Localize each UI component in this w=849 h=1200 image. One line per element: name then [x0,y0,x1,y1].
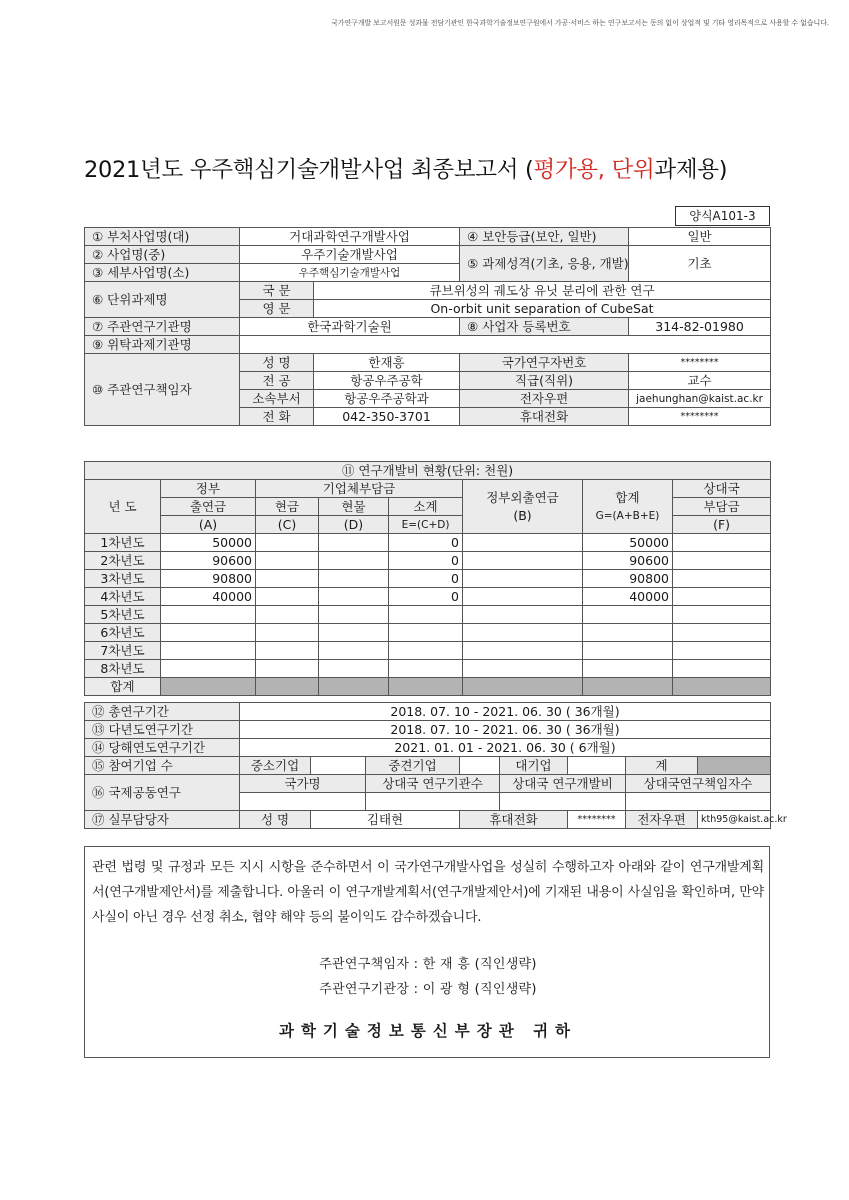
budget-other-cell [463,624,583,642]
english-title-label: 영 문 [240,300,314,318]
budget-other-cell [463,642,583,660]
declaration-box [84,846,770,1058]
intl-country-label: 국가명 [240,775,366,793]
budget-cash-cell [256,570,319,588]
multi-period-label: ⑬ 다년도연구기간 [85,721,240,739]
budget-total-cell [583,660,673,678]
current-period-label: ⑭ 당해연도연구기간 [85,739,240,757]
budget-row [85,624,771,642]
pi-dept-label: 소속부서 [240,390,314,408]
budget-sum-cell [256,678,319,696]
budget-cash-cell [256,624,319,642]
subprogram-value: 우주핵심기술개발사업 [240,264,460,282]
total-period-label: ⑫ 총연구기간 [85,703,240,721]
intl-partner-pi-label: 상대국연구책임자수 [626,775,771,793]
budget-row [85,534,771,552]
budget-partner-cell [673,624,771,642]
small-company-label: 중소기업 [240,757,311,775]
budget-total-cell: 90800 [583,570,673,588]
intl-partner-orgs-label: 상대국 연구기관수 [366,775,500,793]
budget-col-year: 년 도 [85,480,161,534]
budget-cash-cell [256,660,319,678]
budget-year-cell: 8차년도 [85,660,161,678]
budget-year-cell: 5차년도 [85,606,161,624]
staff-mobile-value: ******** [568,811,626,829]
budget-col-partner-1: 상대국 [673,480,771,498]
english-title-value: On-orbit unit separation of CubeSat [314,300,771,318]
budget-subtotal-cell: 0 [389,570,463,588]
budget-col-total [583,480,673,534]
budget-subtotal-cell [389,606,463,624]
subprogram-label: ③ 세부사업명(소) [85,264,240,282]
budget-inkind-cell [319,552,389,570]
budget-col-subtotal-1: 소계 [389,498,463,516]
budget-col-other-2: (B) [513,507,532,523]
budget-sum-cell [673,678,771,696]
budget-col-other [463,480,583,534]
budget-col-company: 기업체부담금 [256,480,463,498]
pi-phone-value: 042-350-3701 [314,408,460,426]
pi-name-value: 한재흥 [314,354,460,372]
budget-subtotal-cell: 0 [389,534,463,552]
staff-label: ⑰ 실무담당자 [85,811,240,829]
budget-total-cell: 90600 [583,552,673,570]
budget-total-cell: 50000 [583,534,673,552]
budget-year-cell: 6차년도 [85,624,161,642]
budget-inkind-cell [319,534,389,552]
pi-signature: 주관연구책임자 : 한 재 흥 (직인생략) [319,957,537,972]
budget-partner-cell [673,588,771,606]
nature-value: 기초 [629,246,771,282]
budget-partner-cell [673,606,771,624]
budget-subtotal-cell: 0 [389,588,463,606]
budget-sum-cell [463,678,583,696]
budget-other-cell [463,606,583,624]
budget-gov-cell: 90600 [161,552,256,570]
mid-company-value [460,757,500,775]
budget-inkind-cell [319,642,389,660]
large-company-label: 대기업 [500,757,568,775]
budget-col-total-1: 합계 [615,489,640,505]
declaration-text: 관련 법령 및 규정과 모든 지시 시항을 준수하면서 이 국가연구개발사업을 성실히 수행하고자 아래와 같이 연구개발계획서(연구개발제안서)를 제출합니다. 아울러 이 연구개발계획서(연구개발제안서)에 기재된 내용이 사실임을 확인하며, 만약 사실이 아닌 경우 선정 취소, 협약 해약 등의 불이익도 감수하겠습니다. [92,860,764,925]
budget-gov-cell [161,660,256,678]
current-period-value: 2021. 01. 01 - 2021. 06. 30 ( 6개월) [240,739,771,757]
budget-year-cell: 2차년도 [85,552,161,570]
ministry-label: ① 부처사업명(대) [85,228,240,246]
companies-label: ⑮ 참여기업 수 [85,757,240,775]
pi-email-value: jaehunghan@kaist.ac.kr [629,390,771,408]
budget-inkind-cell [319,624,389,642]
budget-other-cell [463,534,583,552]
budget-total-cell [583,624,673,642]
budget-col-total-2: G=(A+B+E) [595,509,660,522]
budget-subtotal-cell [389,660,463,678]
budget-cash-cell [256,642,319,660]
budget-gov-cell [161,606,256,624]
budget-total-cell [583,642,673,660]
budget-gov-cell [161,624,256,642]
intl-partner-orgs-value [366,793,500,811]
bizno-label: ⑧ 사업자 등록번호 [460,318,629,336]
budget-subtotal-cell [389,642,463,660]
budget-row [85,588,771,606]
program-value: 우주기술개발사업 [240,246,460,264]
budget-row [85,642,771,660]
budget-table [84,461,771,696]
pi-label: ⑩ 주관연구책임자 [85,354,240,426]
budget-col-partner-3: (F) [673,516,771,534]
budget-col-partner-2: 부담금 [673,498,771,516]
budget-col-other-1: 정부외출연금 [486,489,559,505]
budget-partner-cell [673,570,771,588]
intl-partner-dev-label: 상대국 연구개발비 [500,775,626,793]
staff-email-value: kth95@kaist.ac.kr [698,811,771,829]
budget-cash-cell [256,606,319,624]
budget-partner-cell [673,660,771,678]
pi-name-label: 성 명 [240,354,314,372]
budget-col-inkind-2: (D) [319,516,389,534]
large-company-value [568,757,626,775]
budget-gov-cell [161,642,256,660]
budget-gov-cell: 90800 [161,570,256,588]
head-signature: 주관연구기관장 : 이 광 형 (직인생략) [319,982,537,997]
budget-sum-cell [319,678,389,696]
pi-dept-value: 항공우주공학과 [314,390,460,408]
security-value: 일반 [629,228,771,246]
org-label: ⑦ 주관연구기관명 [85,318,240,336]
budget-row [85,552,771,570]
budget-year-cell: 3차년도 [85,570,161,588]
intl-partner-pi-value [626,793,771,811]
budget-sum-cell [389,678,463,696]
budget-partner-cell [673,642,771,660]
document-title [84,152,774,184]
security-label: ④ 보안등급(보안, 일반) [460,228,629,246]
budget-gov-cell: 50000 [161,534,256,552]
budget-sum-cell [161,678,256,696]
budget-partner-cell [673,534,771,552]
korean-title-label: 국 문 [240,282,314,300]
budget-year-cell: 7차년도 [85,642,161,660]
pi-mobile-value: ******** [629,408,771,426]
consign-value [240,336,771,354]
multi-period-value: 2018. 07. 10 - 2021. 06. 30 ( 36개월) [240,721,771,739]
budget-sum-cell [583,678,673,696]
budget-col-gov-1: 정부 [161,480,256,498]
pi-natno-label: 국가연구자번호 [460,354,629,372]
budget-caption: ⑪ 연구개발비 현황(단위: 천원) [85,462,771,480]
budget-total-cell [583,606,673,624]
budget-other-cell [463,552,583,570]
budget-year-cell: 1차년도 [85,534,161,552]
pi-natno-value: ******** [629,354,771,372]
budget-gov-cell: 40000 [161,588,256,606]
budget-cash-cell [256,552,319,570]
budget-row [85,570,771,588]
consign-label: ⑨ 위탁과제기관명 [85,336,240,354]
budget-inkind-cell [319,570,389,588]
program-label: ② 사업명(중) [85,246,240,264]
budget-inkind-cell [319,660,389,678]
intl-country-value [240,793,366,811]
period-table [84,702,787,829]
pi-major-label: 전 공 [240,372,314,390]
company-total-value [698,757,771,775]
addressee: 과학기술정보통신부장관 귀하 [278,1022,578,1040]
staff-name-label: 성 명 [240,811,311,829]
org-value: 한국과학기술원 [240,318,460,336]
budget-rows [85,534,771,678]
staff-mobile-label: 휴대전화 [460,811,568,829]
intl-label: ⑯ 국제공동연구 [85,775,240,811]
budget-sum-label: 합계 [85,678,161,696]
budget-col-cash-1: 현금 [256,498,319,516]
title-space [605,157,612,183]
korean-title-value: 큐브위성의 궤도상 유닛 분리에 관한 연구 [314,282,771,300]
budget-other-cell [463,588,583,606]
budget-col-gov-2: 출연금 [161,498,256,516]
staff-email-label: 전자우편 [626,811,698,829]
form-id-box: 양식A101-3 [675,206,770,226]
budget-inkind-cell [319,606,389,624]
title-highlight-unit: 단위 [611,157,655,183]
budget-other-cell [463,570,583,588]
budget-subtotal-cell [389,624,463,642]
mid-company-label: 중견기업 [366,757,460,775]
project-info-table [84,227,771,426]
budget-col-inkind-1: 현물 [319,498,389,516]
small-company-value [311,757,366,775]
budget-other-cell [463,660,583,678]
budget-year-cell: 4차년도 [85,588,161,606]
project-name-label: ⑥ 단위과제명 [85,282,240,318]
company-total-label: 계 [626,757,698,775]
pi-mobile-label: 휴대전화 [460,408,629,426]
staff-name-value: 김태현 [311,811,460,829]
ministry-value: 거대과학연구개발사업 [240,228,460,246]
pi-email-label: 전자우편 [460,390,629,408]
budget-subtotal-cell: 0 [389,552,463,570]
budget-cash-cell [256,534,319,552]
pi-major-value: 항공우주공학 [314,372,460,390]
pi-position-label: 직급(직위) [460,372,629,390]
budget-cash-cell [256,588,319,606]
pi-position-value: 교수 [629,372,771,390]
nature-label: ⑤ 과제성격(기초, 응용, 개발) [460,246,629,282]
budget-inkind-cell [319,588,389,606]
budget-partner-cell [673,552,771,570]
budget-col-cash-2: (C) [256,516,319,534]
intl-partner-dev-value [500,793,626,811]
bizno-value: 314-82-01980 [629,318,771,336]
budget-row [85,606,771,624]
total-period-value: 2018. 07. 10 - 2021. 06. 30 ( 36개월) [240,703,771,721]
budget-row [85,660,771,678]
budget-col-subtotal-2: E=(C+D) [389,516,463,534]
budget-total-cell: 40000 [583,588,673,606]
pi-phone-label: 전 화 [240,408,314,426]
copyright-notice: 국가연구개발 보고서원문 성과물 전담기관인 한국과학기술정보연구원에서 가공·서비스 하는 연구보고서는 동의 없이 상업적 및 기타 영리목적으로 사용할 수 없습니다. [331,19,829,27]
title-rest: 과제용) [654,157,728,183]
title-highlight-eval: 평가용, [533,157,605,183]
title-main: 2021년도 우주핵심기술개발사업 최종보고서 ( [84,157,534,183]
budget-col-gov-3: (A) [161,516,256,534]
